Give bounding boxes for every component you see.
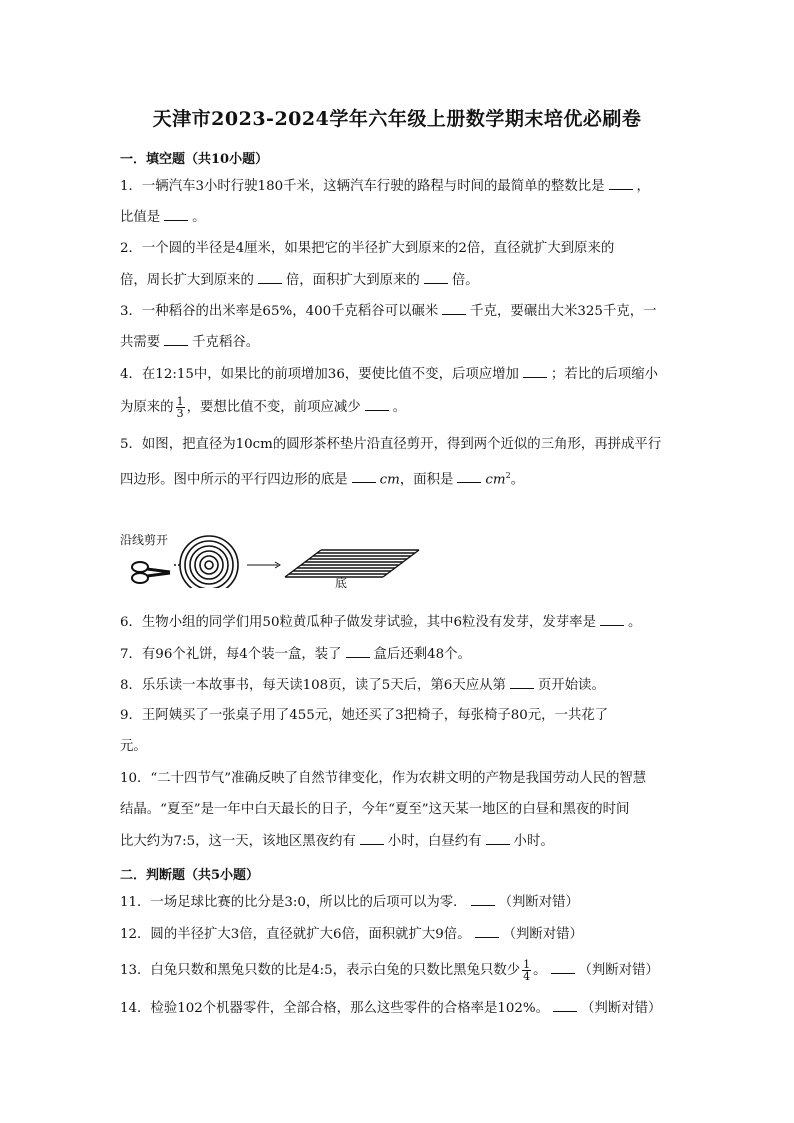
question-3-line-2: 共需要 千克稻谷。 [120, 335, 260, 350]
answer-blank[interactable] [486, 832, 510, 845]
concentric-circles [174, 536, 238, 588]
question-2-line-2: 倍，周长扩大到原来的 倍，面积扩大到原来的 倍。 [120, 273, 479, 288]
question-13: 13．白兔只数和黑兔只数的比是4:5，表示白兔的只数比黑兔只数少 $\frac{1}{4}$ 。 （判断对错） [120, 958, 659, 983]
coaster-figure [120, 528, 440, 588]
answer-blank[interactable] [352, 470, 376, 483]
arrow-right-icon [247, 562, 280, 568]
fraction: $\frac{1}{3}$ [176, 395, 184, 420]
question-12: 12．圆的半径扩大3倍，直径就扩大6倍，面积就扩大9倍。 （判断对错） [120, 927, 583, 942]
answer-blank[interactable] [424, 271, 448, 284]
question-4-line-2: 为原来的 $\frac{1}{3}$ ，要想比值不变，前项应减少 。 [120, 395, 407, 420]
question-1-line-1: 1．一辆汽车3小时行驶180千米，这辆汽车行驶的路程与时间的最简单的整数比是 ， [120, 179, 650, 194]
answer-blank[interactable] [164, 208, 188, 221]
parallelogram-stripes [285, 550, 419, 577]
answer-blank[interactable] [457, 470, 481, 483]
answer-blank[interactable] [346, 645, 370, 658]
answer-blank[interactable] [553, 999, 577, 1012]
base-label: 底 [335, 576, 348, 590]
question-10-line-1: 10．“二十四节气”准确反映了自然节律变化，作为农耕文明的产物是我国劳动人民的智慧 [120, 771, 647, 786]
answer-blank[interactable] [609, 177, 633, 190]
cut-along-line-label: 沿线剪开 [120, 533, 169, 547]
question-9-line-1: 9．王阿姨买了一张桌子用了455元，她还买了3把椅子，每张椅子80元，一共花了 [120, 708, 609, 723]
figure-drawing [120, 528, 440, 588]
page-title: 天津市2023-2024学年六年级上册数学期末培优必刷卷 [152, 108, 642, 130]
question-9-line-2: 元。 [120, 739, 147, 754]
question-8: 8．乐乐读一本故事书，每天读108页，读了5天后，第6天应从第 页开始读。 [120, 678, 605, 693]
question-5-line-2: 四边形。图中所示的平行四边形的底是 cm，面积是 $cm^2$。 [120, 471, 525, 488]
answer-blank[interactable] [365, 398, 389, 411]
question-3-line-1: 3．一种稻谷的出米率是65%，400千克稻谷可以碾米 千克，要碾出大米325千克，一 [120, 304, 657, 319]
answer-blank[interactable] [551, 961, 575, 974]
answer-blank[interactable] [600, 613, 624, 626]
question-2-line-1: 2．一个圆的半径是4厘米，如果把它的半径扩大到原来的2倍，直径就扩大到原来的 [120, 241, 615, 256]
answer-blank[interactable] [471, 893, 495, 906]
answer-blank[interactable] [475, 925, 499, 938]
question-7: 7．有96个礼饼，每4个装一盒，装了 盒后还剩48个。 [120, 647, 471, 662]
section-heading-true-false: 二．判断题（共5小题） [120, 868, 260, 883]
answer-blank[interactable] [258, 271, 282, 284]
question-10-line-2: 结晶。“夏至”是一年中白天最长的日子，今年“夏至”这天某一地区的白昼和黑夜的时间 [120, 802, 630, 817]
question-10-line-3: 比大约为7:5，这一天，该地区黑夜约有 小时，白昼约有 小时。 [120, 834, 554, 849]
question-6: 6．生物小组的同学们用50粒黄瓜种子做发芽试验，其中6粒没有发芽，发芽率是 。 [120, 615, 642, 630]
answer-blank[interactable] [442, 302, 466, 315]
question-1-line-2: 比值是 。 [120, 210, 206, 225]
fraction: $\frac{1}{4}$ [523, 958, 531, 983]
question-14: 14．检验102个机器零件，全部合格，那么这些零件的合格率是102%。 （判断对错） [120, 1001, 662, 1016]
question-11: 11．一场足球比赛的比分是3:0，所以比的后项可以为零． （判断对错） [120, 895, 579, 910]
question-5-line-1: 5．如图，把直径为10cm的圆形茶杯垫片沿直径剪开，得到两个近似的三角形，再拼成平行 [120, 437, 662, 452]
answer-blank[interactable] [164, 333, 188, 346]
answer-blank[interactable] [510, 676, 534, 689]
scissors-icon [132, 562, 170, 583]
answer-blank[interactable] [360, 832, 384, 845]
answer-blank[interactable] [523, 365, 547, 378]
question-4-line-1: 4．在12:15中，如果比的前项增加36，要使比值不变，后项应增加 ；若比的后项缩小 [120, 367, 659, 382]
section-heading-fill-in: 一．填空题（共10小题） [120, 152, 269, 167]
